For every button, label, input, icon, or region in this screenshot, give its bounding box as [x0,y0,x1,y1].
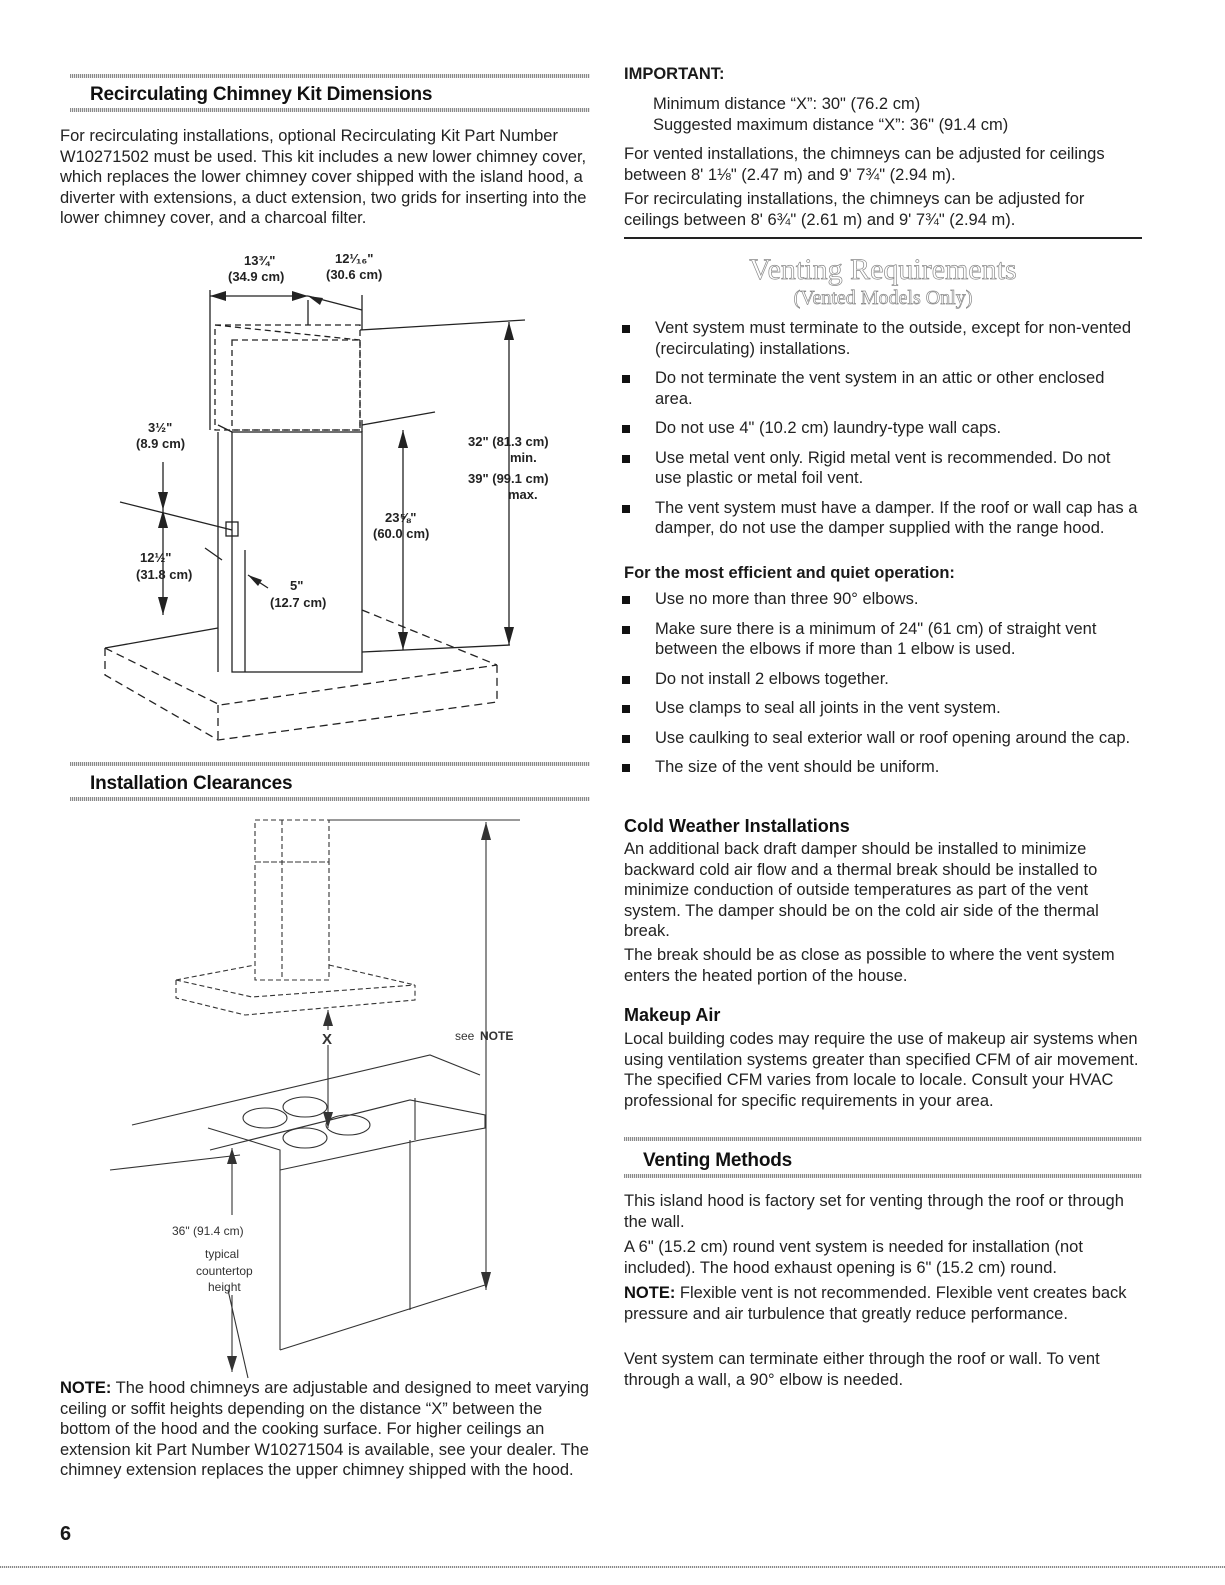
list-item: Use clamps to seal all joints in the vent system. [620,698,1140,719]
footer-rule [0,1566,1225,1568]
section-rule-bottom [70,797,590,801]
list-item: Do not terminate the vent system in an attic or other enclosed area. [620,368,1140,409]
section-rule-bottom [624,1174,1142,1178]
makeup-air-title: Makeup Air [624,1005,721,1025]
venting-methods-note [624,1283,1140,1324]
section-rule-top [70,74,590,78]
methods-note-label: NOTE: [624,1284,676,1302]
list-item: The size of the vent should be uniform. [620,757,1140,778]
venting-requirements-title: Venting Requirements [749,253,1017,286]
dim-d3-cm: (12.7 cm) [270,595,327,610]
cold-weather-p1: An additional back draft damper should be installed to minimize backward cold air flow and a thermal break should be installed to minimize conduction of outside temperatures as part of the vent system. The damper should be on the cold air side of the thermal break. [624,840,1099,940]
dim-d1: 3½" [148,420,173,435]
efficient-bullet-list [620,589,1140,787]
note-body: The hood chimneys are adjustable and designed to meet varying ceiling or soffit heights depending on the distance “X” between the bottom of the hood and the cooking surface. For higher ceilings an extension kit Part Number W10271504 is available, see your dealer. The chimney extension replaces the upper chimney shipped with the hood. [60,1379,589,1479]
counter-height-countertop: countertop [196,1264,253,1278]
dim-h2-note: min. [510,450,537,465]
note-label: NOTE: [60,1379,112,1397]
clearances-title: Installation Clearances [90,773,293,794]
venting-methods-p3: Vent system can terminate either through the roof or wall. To vent through a wall, a 90° elbow is needed. [624,1350,1100,1389]
makeup-air-p: Local building codes may require the use of makeup air systems when using ventilation systems greater than specified CFM of air movement. The specified CFM varies from locale to locale. Consult your HVAC professional for specific requirements in your area. [624,1030,1139,1110]
dim-h3: 39" (99.1 cm) [468,471,549,486]
counter-height-value: 36" (91.4 cm) [172,1224,244,1238]
dim-w1: 13¾" [244,253,276,268]
venting-methods-p1: This island hood is factory set for venting through the roof or through the wall. [624,1192,1124,1231]
list-item: Use no more than three 90° elbows. [620,589,1140,610]
dim-d2: 12½" [140,550,172,565]
counter-height-height: height [208,1280,241,1294]
dim-h3-note: max. [508,487,538,502]
list-item: Do not use 4" (10.2 cm) laundry-type wall caps. [620,418,1140,439]
clearance-diagram [100,810,580,1385]
note-paragraph [60,1378,590,1481]
vented-adjust-text: For vented installations, the chimneys can be adjusted for ceilings between 8' 1⅛" (2.47 m) and 9' 7¾" (2.94 m). [624,145,1105,184]
dim-h1-cm: (60.0 cm) [373,526,430,541]
dim-w1-cm: (34.9 cm) [228,269,285,284]
section-rule-top [70,762,590,766]
recirc-adjust-text: For recirculating installations, the chimneys can be adjusted for ceilings between 8' 6¾" (2.61 m) and 9' 7¾" (2.94 m). [624,190,1085,229]
dim-w2: 12¹⁄₁₆" [335,251,374,266]
dim-w2-cm: (30.6 cm) [326,267,383,282]
chimney-dimension-diagram [100,240,570,760]
see-note-label: NOTE [480,1029,514,1043]
list-item: Use caulking to seal exterior wall or roof opening around the cap. [620,728,1140,749]
divider-line [624,237,1142,239]
dim-h1: 23⅝" [385,510,417,525]
venting-requirements-subtitle: (Vented Models Only) [793,287,973,309]
page-number: 6 [60,1523,72,1545]
list-item: Vent system must terminate to the outside, except for non-vented (recirculating) installations. [620,318,1140,359]
list-item: The vent system must have a damper. If the roof or wall cap has a damper, do not use the damper supplied with the range hood. [620,498,1140,539]
list-item: Make sure there is a minimum of 24" (61 cm) of straight vent between the elbows if more than 1 elbow is used. [620,619,1140,660]
vent-bullet-list [620,318,1140,548]
important-label: IMPORTANT: [624,65,725,83]
methods-note-body: Flexible vent is not recommended. Flexible vent creates back pressure and air turbulence that greatly reduce performance. [624,1284,1127,1323]
dim-h2: 32" (81.3 cm) [468,434,549,449]
section-rule-top [624,1137,1142,1141]
venting-methods-title: Venting Methods [643,1150,793,1171]
dim-d1-cm: (8.9 cm) [136,436,186,451]
cold-weather-p2: The break should be as close as possible to where the vent system enters the heated portion of the house. [624,946,1115,985]
venting-methods-p2: A 6" (15.2 cm) round vent system is needed for installation (not included). The hood exhaust opening is 6" (15.2 cm) round. [624,1238,1083,1277]
recirc-title: Recirculating Chimney Kit Dimensions [90,84,433,105]
dim-d3: 5" [290,578,304,593]
efficient-heading: For the most efficient and quiet operation: [624,564,955,582]
cold-weather-title: Cold Weather Installations [624,816,850,836]
recirc-body: For recirculating installations, optional Recirculating Kit Part Number W10271502 must be used. This kit includes a new lower chimney cover, which replaces the lower chimney cover shipped with the island hood, a diverter with extensions, a duct extension, two grids for inserting into the lower chimney cover, and a charcoal filter. [60,127,587,227]
section-rule-bottom [70,108,590,112]
counter-height-typical: typical [205,1247,240,1261]
dim-d2-cm: (31.8 cm) [136,567,193,582]
important-line-2: Suggested maximum distance “X”: 36" (91.4 cm) [653,116,1009,134]
important-line-1: Minimum distance “X”: 30" (76.2 cm) [653,95,921,113]
see-note-prefix: see [455,1029,475,1043]
list-item: Use metal vent only. Rigid metal vent is recommended. Do not use plastic or metal foil vent. [620,448,1140,489]
x-label: X [322,1031,333,1048]
list-item: Do not install 2 elbows together. [620,669,1140,690]
